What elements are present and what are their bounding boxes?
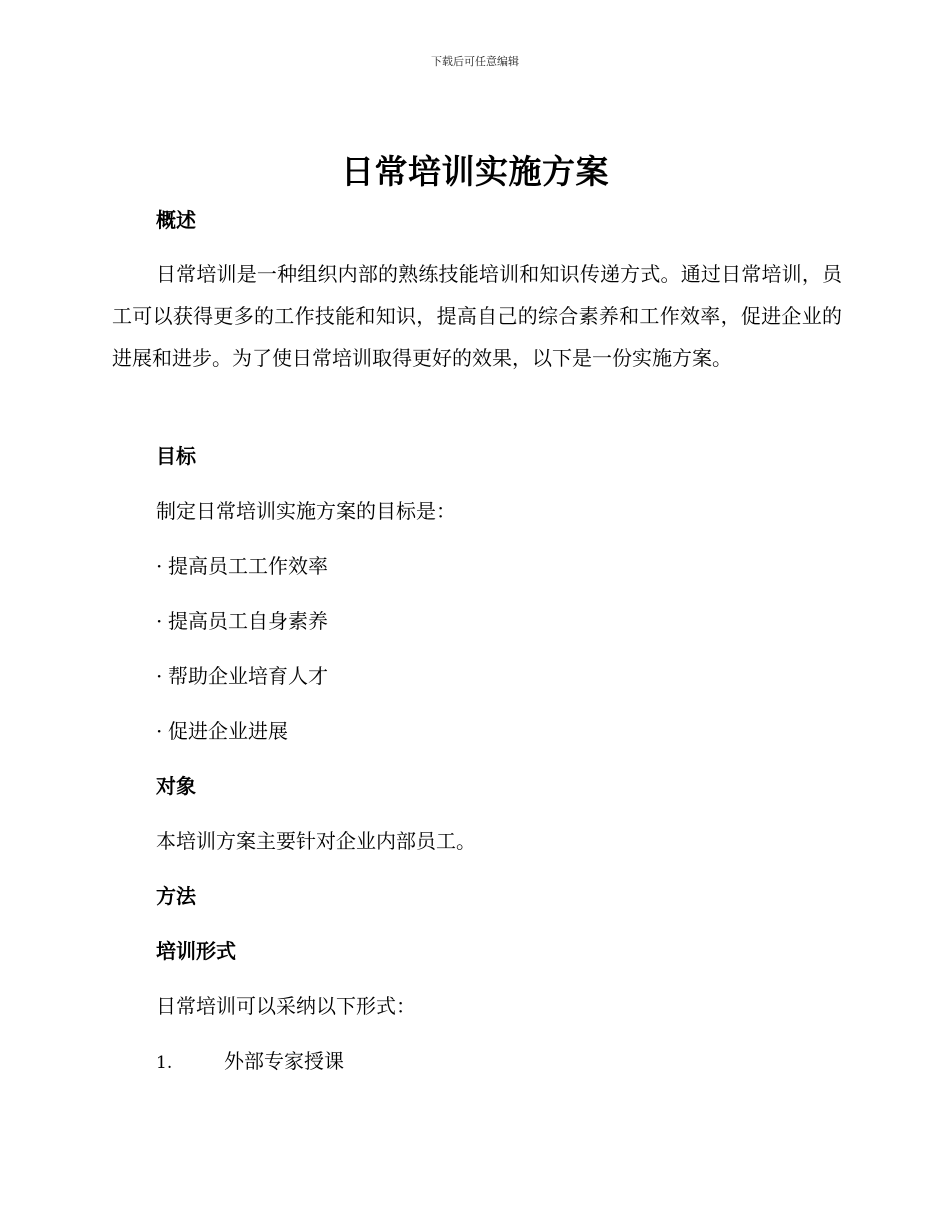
bullet-marker: · <box>156 664 163 688</box>
goal-item <box>156 607 328 635</box>
goal-item <box>156 552 328 580</box>
method-intro: 日常培训可以采纳以下形式： <box>156 994 416 1018</box>
goal-item-text: 促进企业进展 <box>168 719 288 743</box>
goal-item-text: 提高员工工作效率 <box>168 554 328 578</box>
goal-item <box>156 717 288 745</box>
section-heading-audience: 对象 <box>156 774 196 798</box>
method-list-item <box>156 1047 344 1077</box>
section-heading-overview: 概述 <box>156 208 196 232</box>
document-title: 日常培训实施方案 <box>341 152 609 191</box>
bullet-marker: · <box>156 554 163 578</box>
goal-item-text: 帮助企业培育人才 <box>168 664 328 688</box>
goals-intro: 制定日常培训实施方案的目标是： <box>156 499 456 523</box>
section-heading-method: 方法 <box>156 884 196 908</box>
audience-text: 本培训方案主要针对企业内部员工。 <box>156 829 476 853</box>
page-header-note: 下载后可任意编辑 <box>431 55 519 68</box>
goal-item <box>156 662 328 690</box>
method-list-item-text: 外部专家授课 <box>224 1049 344 1073</box>
goal-item-text: 提高员工自身素养 <box>168 609 328 633</box>
list-number: 1. <box>156 1053 173 1073</box>
subheading-training-format: 培训形式 <box>156 939 236 963</box>
overview-paragraph: 日常培训是一种组织内部的熟练技能培训和知识传递方式。通过日常培训，员工可以获得更多的工作技能和知识，提高自己的综合素养和工作效率，促进企业的进展和进步。为了使日常培训取得更好的效果，以下是一份实施方案。 <box>112 262 842 370</box>
section-heading-goals: 目标 <box>156 444 196 468</box>
bullet-marker: · <box>156 609 163 633</box>
bullet-marker: · <box>156 719 163 743</box>
